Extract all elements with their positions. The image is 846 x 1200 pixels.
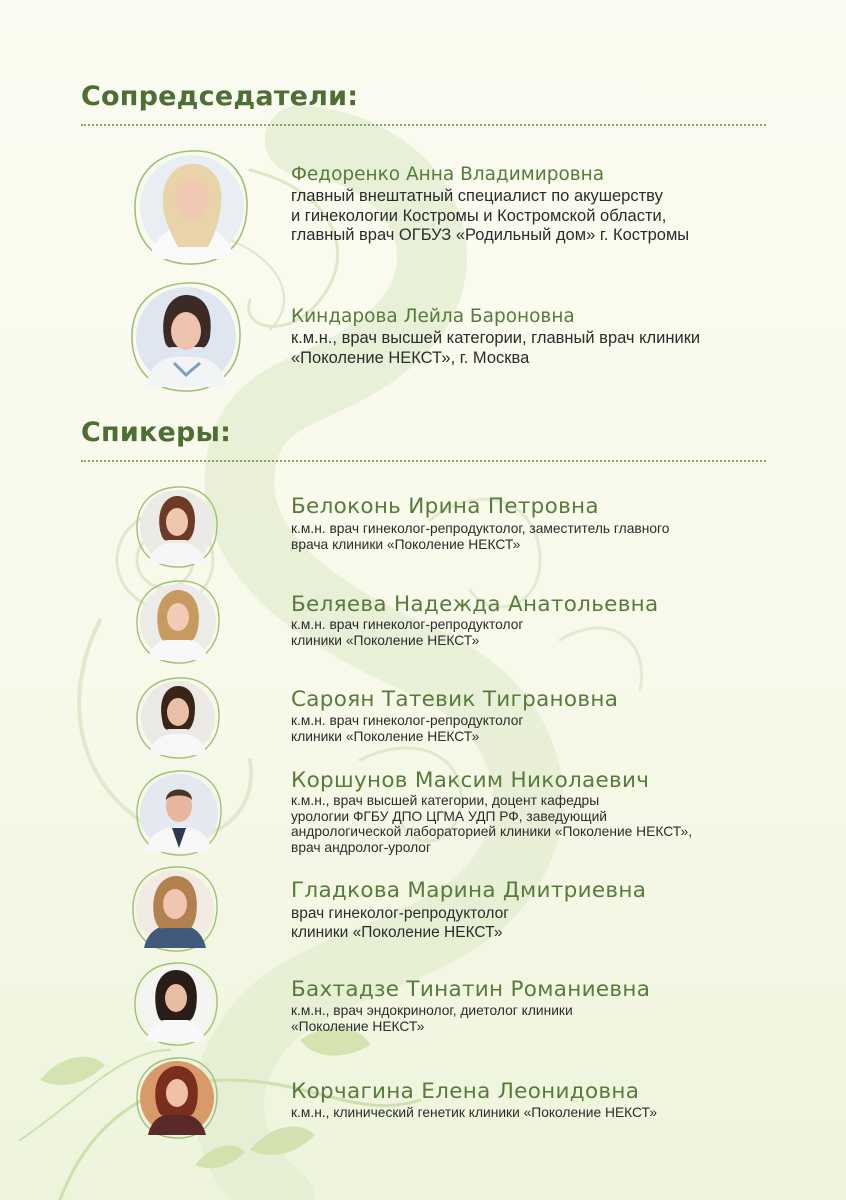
speaker-description: к.м.н., врач высшей категории, доцент кафедры урологии ФГБУ ДПО ЦГМА УДП РФ, заведующий андрологической лабораторией клиники «Поколение НЕКСТ», врач андролог-уролог [291, 793, 693, 855]
portrait-photo [134, 578, 222, 666]
speaker-description: к.м.н., клинический генетик клиники «Поколение НЕКСТ» [291, 1105, 658, 1120]
speakers-divider [81, 460, 766, 462]
chair-description: главный внештатный специалист по акушерству и гинекологии Костромы и Костромской области, главный врач ОГБУЗ «Родильный дом» г. Костромы [291, 187, 690, 244]
speaker-description: врач гинеколог-репродуктолог клиники «Поколение НЕКСТ» [291, 905, 509, 941]
chair-name: Федоренко Анна Владимировна [291, 164, 605, 185]
portrait-photo [130, 864, 220, 954]
portrait-photo [128, 279, 244, 395]
portrait-photo [134, 675, 222, 761]
portrait-photo [134, 484, 220, 570]
speaker-name: Бахтадзе Тинатин Романиевна [291, 977, 651, 1002]
portrait-photo [130, 147, 252, 269]
portrait-photo [132, 960, 220, 1048]
speaker-description: к.м.н., врач эндокринолог, диетолог клиники «Поколение НЕКСТ» [291, 1003, 573, 1034]
portrait-photo [134, 768, 224, 858]
speakers-section-title: Спикеры: [81, 417, 232, 448]
chair-name: Киндарова Лейла Бароновна [291, 306, 575, 327]
portrait-photo [134, 1055, 220, 1141]
speaker-name: Коршунов Максим Николаевич [291, 768, 650, 793]
chairs-section-title: Сопредседатели: [81, 81, 359, 112]
speaker-name: Корчагина Елена Леонидовна [291, 1079, 640, 1104]
speaker-name: Гладкова Марина Дмитриевна [291, 878, 647, 903]
speaker-description: к.м.н. врач гинеколог-репродуктолог, заместитель главного врача клиники «Поколение НЕКСТ» [291, 521, 670, 552]
speaker-name: Белоконь Ирина Петровна [291, 494, 599, 519]
chair-description: к.м.н., врач высшей категории, главный врач клиники «Поколение НЕКСТ», г. Москва [291, 329, 701, 367]
speaker-description: к.м.н. врач гинеколог-репродуктолог клиники «Поколение НЕКСТ» [291, 617, 524, 648]
speaker-description: к.м.н. врач гинеколог-репродуктолог клиники «Поколение НЕКСТ» [291, 713, 524, 744]
speaker-name: Беляева Надежда Анатольевна [291, 592, 659, 617]
speaker-name: Сароян Татевик Тиграновна [291, 687, 619, 712]
chairs-divider [81, 124, 766, 126]
